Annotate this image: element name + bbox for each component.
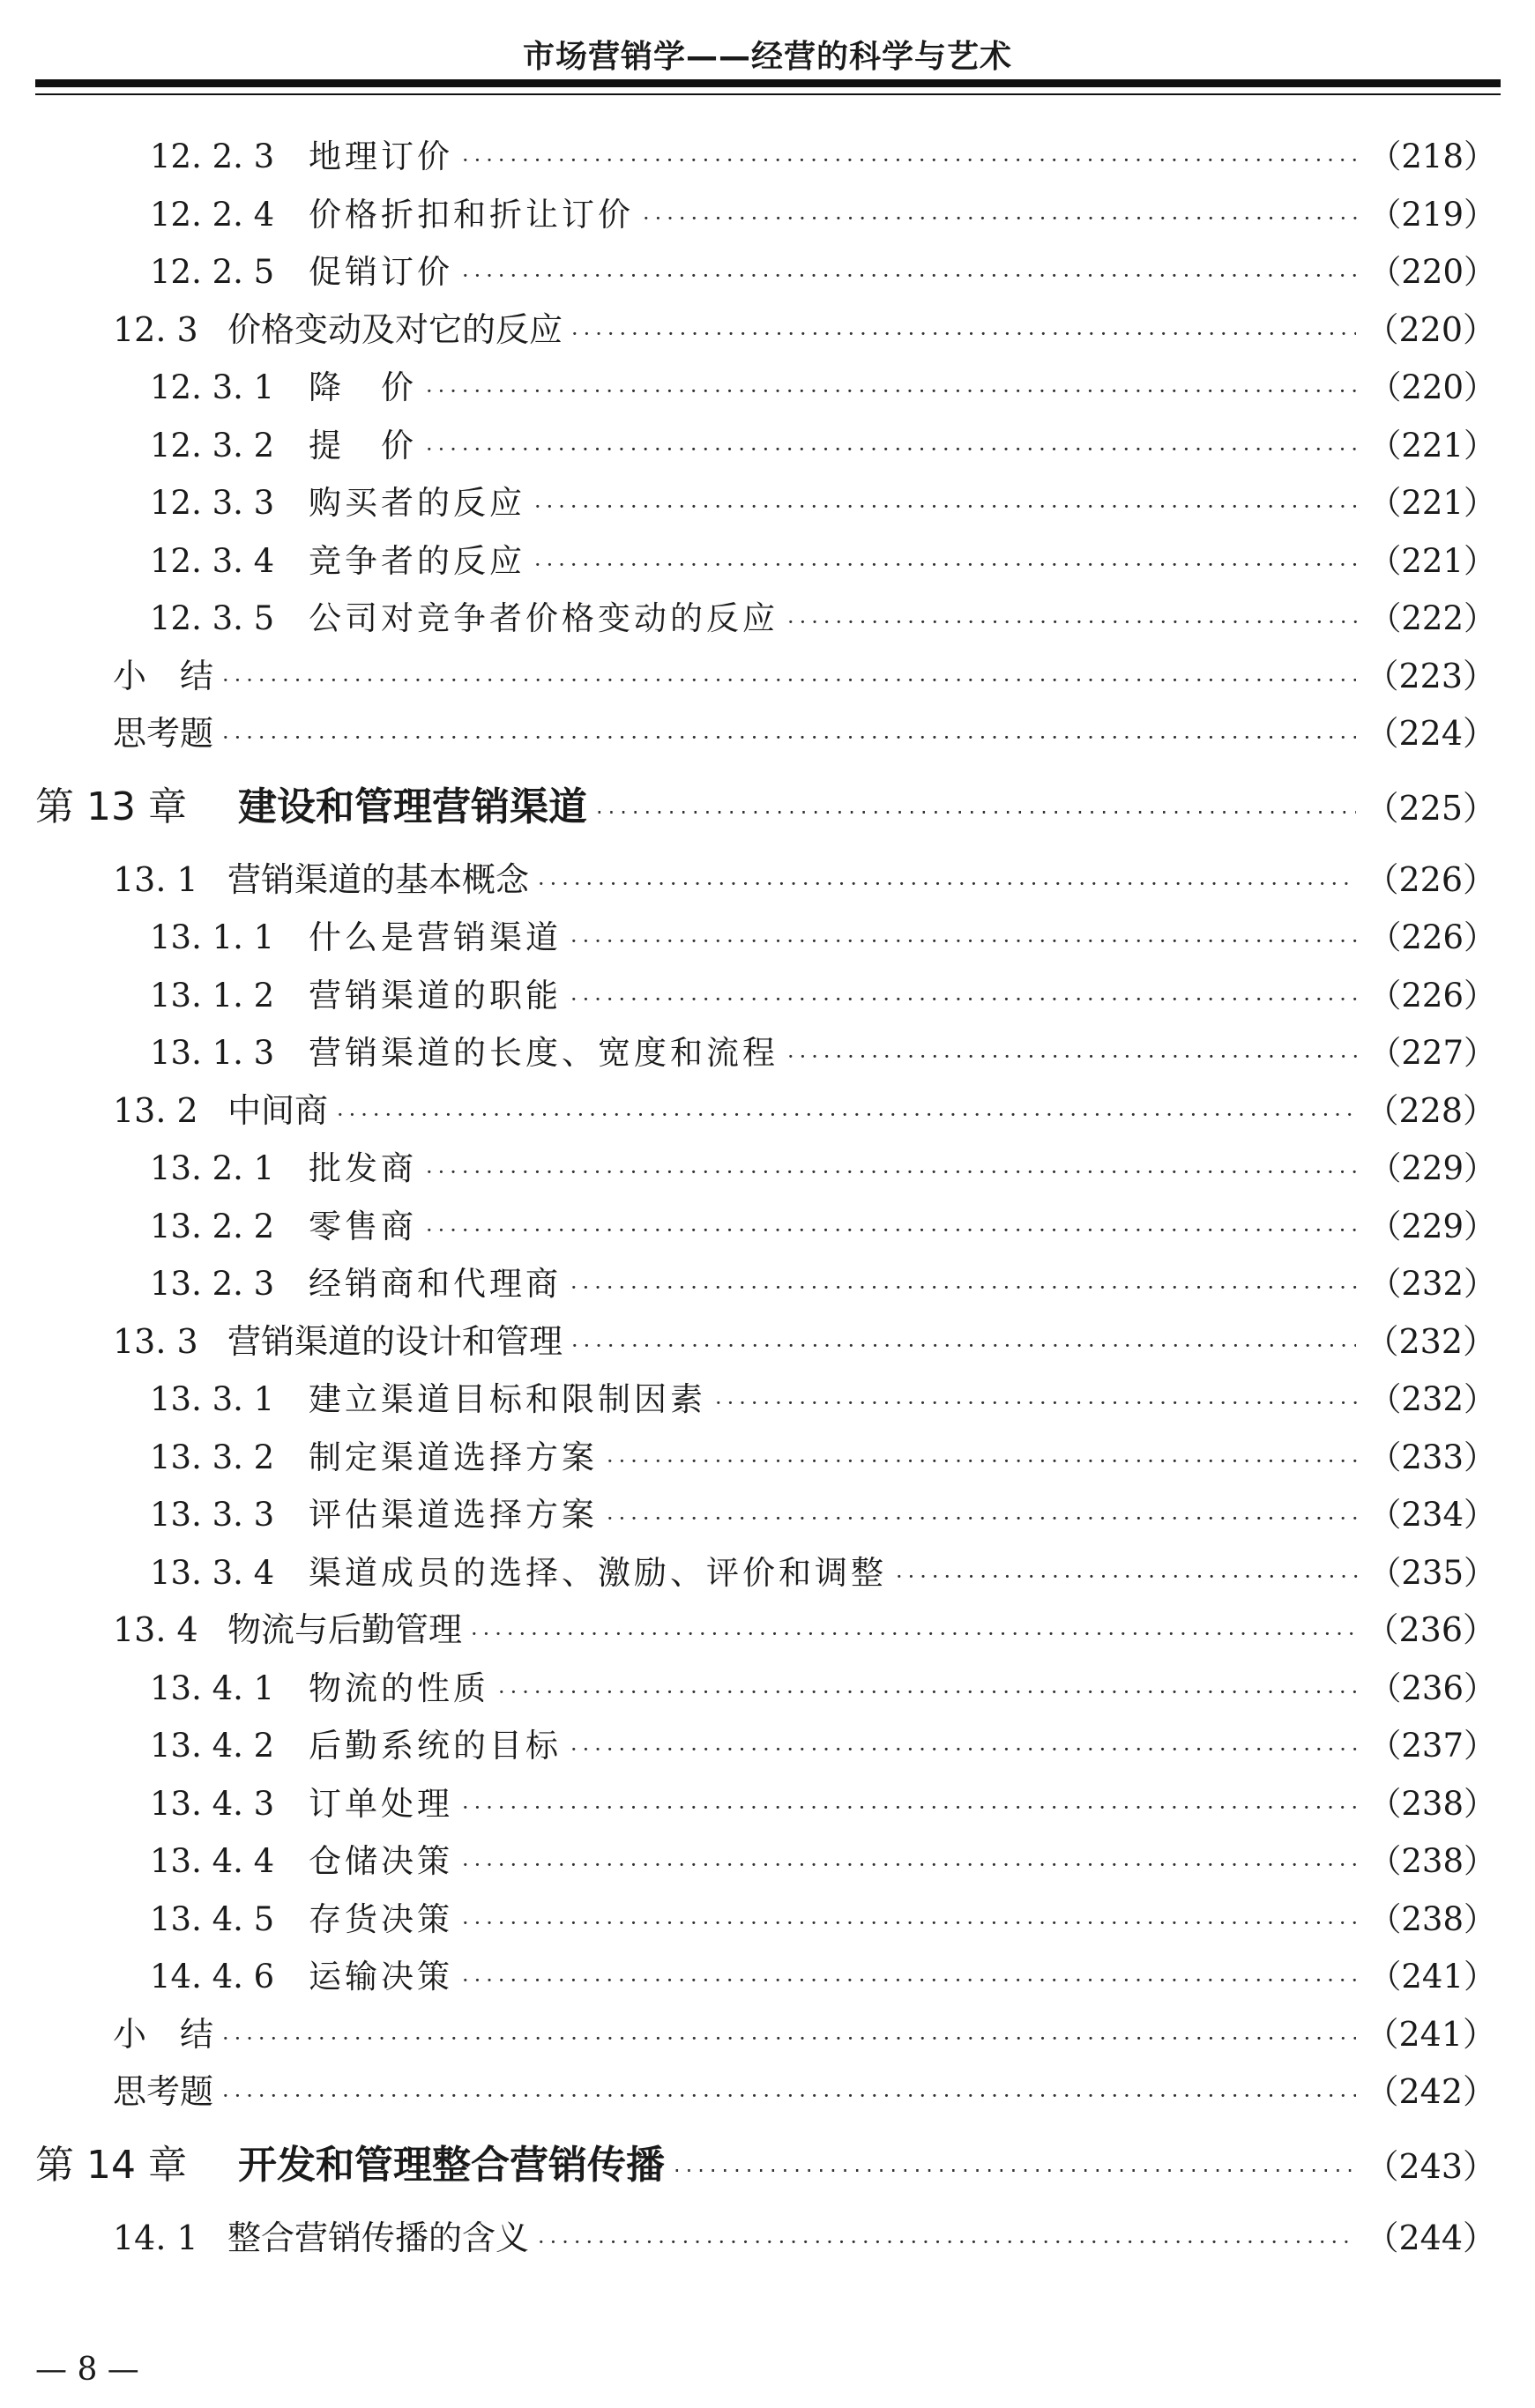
toc-entry-number: 13. 1 <box>113 859 198 899</box>
toc-entry-title: 批发商 <box>309 1149 417 1187</box>
dot-leader <box>787 594 1360 652</box>
toc-entry <box>0 359 1535 417</box>
toc-entry-page: （236） <box>1368 1669 1496 1707</box>
toc-entry-title: 什么是营销渠道 <box>309 918 562 956</box>
toc-entry-page: （223） <box>1365 656 1496 695</box>
dot-leader <box>426 1144 1360 1202</box>
toc-chapter-entry <box>0 763 1535 851</box>
toc-entry-title: 开发和管理整合营销传播 <box>238 2142 665 2188</box>
dot-leader <box>498 1664 1360 1722</box>
toc-entry-number: 13. 2. 2 <box>150 1207 275 1245</box>
toc-entry-page: （238） <box>1368 1899 1496 1938</box>
dot-leader <box>596 769 1356 857</box>
dot-leader <box>787 1029 1360 1087</box>
toc-entry-title: 评估渠道选择方案 <box>309 1496 598 1534</box>
toc-entry-page: （222） <box>1368 599 1496 637</box>
toc-entry-number: 13. 1. 2 <box>150 976 275 1014</box>
toc-entry-page: （234） <box>1368 1496 1496 1534</box>
toc-entry-page: （232） <box>1365 1321 1496 1361</box>
toc-entry-page: （238） <box>1368 1784 1496 1823</box>
toc-entry-number: 12. 3. 4 <box>150 541 275 580</box>
toc-entry-title: 中间商 <box>227 1090 329 1130</box>
toc-entry <box>0 1660 1535 1718</box>
toc-entry-title: 物流的性质 <box>309 1669 489 1707</box>
toc-entry-page: （238） <box>1368 1842 1496 1880</box>
toc-entry-number: 13. 4 <box>113 1610 198 1649</box>
toc-entry-title: 营销渠道的设计和管理 <box>227 1321 563 1361</box>
toc-entry <box>0 1429 1535 1487</box>
toc-entry-number: 13. 3. 4 <box>150 1553 275 1592</box>
toc-entry-number: 13. 2. 3 <box>150 1265 275 1303</box>
toc-entry-page: （237） <box>1368 1727 1496 1765</box>
toc-entry-title: 经销商和代理商 <box>309 1265 562 1303</box>
toc-entry <box>0 2210 1535 2268</box>
toc-entry-title: 物流与后勤管理 <box>227 1610 463 1649</box>
toc-entry <box>0 1486 1535 1544</box>
dot-leader <box>462 1837 1360 1895</box>
toc-entry-page: （228） <box>1365 1090 1496 1130</box>
toc-entry-page: （242） <box>1365 2072 1496 2111</box>
toc-entry <box>0 1313 1535 1371</box>
toc-entry-number: 13. 4. 3 <box>150 1784 275 1823</box>
dot-leader <box>222 2068 1356 2126</box>
toc-entry-title: 小 结 <box>113 656 214 695</box>
toc-entry-title: 公司对竞争者价格变动的反应 <box>309 599 779 637</box>
toc-entry <box>0 1602 1535 1660</box>
toc-entry-page: （243） <box>1365 2146 1496 2186</box>
toc-entry-title: 小 结 <box>113 2014 214 2054</box>
toc-entry <box>0 1198 1535 1256</box>
toc-entry-title: 整合营销传播的含义 <box>227 2218 530 2257</box>
toc-entry-title: 营销渠道的长度、宽度和流程 <box>309 1034 779 1072</box>
dot-leader <box>462 1952 1360 2010</box>
toc-entry <box>0 967 1535 1025</box>
toc-chapter-entry <box>0 2122 1535 2210</box>
dot-leader <box>222 710 1356 768</box>
toc-entry-page: （226） <box>1365 859 1496 899</box>
toc-entry-page: （221） <box>1368 541 1496 580</box>
toc-entry-title: 思考题 <box>113 714 214 753</box>
dot-leader <box>426 1202 1360 1260</box>
toc-entry-page: （218） <box>1368 137 1496 175</box>
table-of-contents <box>0 128 1535 2267</box>
toc-entry-number: 13. 1. 1 <box>150 918 275 956</box>
toc-entry-number: 13. 4. 2 <box>150 1727 275 1765</box>
toc-entry-page: （232） <box>1368 1265 1496 1303</box>
dot-leader <box>462 248 1360 306</box>
toc-entry-number: 12. 3 <box>113 309 198 349</box>
toc-entry-title: 建设和管理营销渠道 <box>238 784 587 829</box>
toc-entry-page: （241） <box>1365 2014 1496 2054</box>
dot-leader <box>462 1895 1360 1953</box>
toc-entry-page: （221） <box>1368 426 1496 465</box>
dot-leader <box>534 537 1360 595</box>
toc-entry-page: （235） <box>1368 1553 1496 1592</box>
toc-entry-page: （241） <box>1368 1958 1496 1996</box>
toc-entry <box>0 590 1535 648</box>
toc-entry-title: 营销渠道的职能 <box>309 976 562 1014</box>
running-header-title: 市场营销学——经营的科学与艺术 <box>522 39 1012 75</box>
dot-leader <box>643 190 1360 249</box>
toc-entry <box>0 1891 1535 1949</box>
toc-entry-title: 存货决策 <box>309 1899 453 1938</box>
toc-entry-page: （224） <box>1365 714 1496 753</box>
toc-entry-number: 12. 2. 4 <box>150 195 275 234</box>
toc-entry <box>0 301 1535 360</box>
dot-leader <box>715 1375 1360 1433</box>
toc-entry-title: 购买者的反应 <box>309 484 525 522</box>
toc-entry-title: 订单处理 <box>309 1784 453 1823</box>
toc-entry-title: 地理订价 <box>309 137 453 175</box>
toc-entry-title: 仓储决策 <box>309 1842 453 1880</box>
toc-entry-number: 12. 2. 5 <box>150 253 275 291</box>
dot-leader <box>570 913 1360 971</box>
toc-entry <box>0 128 1535 186</box>
toc-entry-page: （225） <box>1365 788 1496 828</box>
toc-entry <box>0 909 1535 967</box>
toc-entry-title: 促销订价 <box>309 253 453 291</box>
toc-entry-title: 后勤系统的目标 <box>309 1727 562 1765</box>
toc-entry-title: 渠道成员的选择、激励、评价和调整 <box>309 1553 887 1592</box>
dot-leader <box>426 421 1360 479</box>
toc-entry-page: （227） <box>1368 1034 1496 1072</box>
toc-entry-number: 13. 2. 1 <box>150 1149 275 1187</box>
toc-entry-page: （226） <box>1368 976 1496 1014</box>
dot-leader <box>534 479 1360 537</box>
dot-leader <box>570 1260 1360 1318</box>
toc-entry <box>0 532 1535 591</box>
toc-entry-number: 13. 4. 4 <box>150 1842 275 1880</box>
dot-leader <box>607 1433 1360 1491</box>
toc-entry-page: （244） <box>1365 2218 1496 2257</box>
toc-entry-title: 竞争者的反应 <box>309 541 525 580</box>
toc-entry <box>0 1832 1535 1891</box>
toc-entry <box>0 243 1535 301</box>
toc-entry-title: 建立渠道目标和限制因素 <box>309 1380 706 1418</box>
toc-entry <box>0 1775 1535 1833</box>
dot-leader <box>607 1490 1360 1549</box>
toc-entry-title: 运输决策 <box>309 1958 453 1996</box>
toc-entry-title: 零售商 <box>309 1207 417 1245</box>
toc-entry-number: 12. 3. 2 <box>150 426 275 465</box>
dot-leader <box>462 1780 1360 1838</box>
toc-entry <box>0 851 1535 910</box>
toc-entry-title: 价格折扣和折让订价 <box>309 195 634 234</box>
dot-leader <box>674 2127 1356 2215</box>
toc-entry-page: （220） <box>1368 368 1496 406</box>
toc-entry <box>0 2063 1535 2122</box>
toc-entry-page: （233） <box>1368 1438 1496 1476</box>
toc-entry-number: 13. 3. 3 <box>150 1496 275 1534</box>
toc-entry-number: 13. 1. 3 <box>150 1034 275 1072</box>
toc-entry <box>0 1371 1535 1429</box>
toc-entry-number: 13. 3. 1 <box>150 1380 275 1418</box>
dot-leader <box>570 1721 1360 1780</box>
toc-entry <box>0 648 1535 706</box>
toc-entry <box>0 417 1535 475</box>
toc-entry <box>0 186 1535 244</box>
toc-entry <box>0 1255 1535 1313</box>
toc-entry <box>0 1082 1535 1141</box>
toc-entry <box>0 1948 1535 2006</box>
toc-entry <box>0 1544 1535 1602</box>
toc-entry-number: 13. 3. 2 <box>150 1438 275 1476</box>
toc-entry-number: 12. 2. 3 <box>150 137 275 175</box>
toc-entry-number: 13. 4. 5 <box>150 1899 275 1938</box>
toc-entry-title: 营销渠道的基本概念 <box>227 859 530 899</box>
toc-entry <box>0 1140 1535 1198</box>
dot-leader <box>222 2010 1356 2069</box>
toc-entry-number: 13. 2 <box>113 1090 198 1130</box>
toc-entry-page: （219） <box>1368 195 1496 234</box>
dot-leader <box>426 363 1360 421</box>
toc-entry-page: （232） <box>1368 1380 1496 1418</box>
toc-entry-title: 思考题 <box>113 2072 214 2111</box>
header-rule-thick <box>35 79 1501 87</box>
toc-entry-page: （236） <box>1365 1610 1496 1649</box>
toc-entry <box>0 2006 1535 2064</box>
dot-leader <box>462 132 1360 190</box>
toc-entry-title: 价格变动及对它的反应 <box>227 309 563 349</box>
toc-entry-title: 降 价 <box>309 368 417 406</box>
dot-leader <box>222 652 1356 710</box>
toc-entry-page: （226） <box>1368 918 1496 956</box>
toc-entry-page: （221） <box>1368 484 1496 522</box>
toc-entry-number: 14. 4. 6 <box>150 1958 275 1996</box>
dot-leader <box>538 856 1356 914</box>
toc-entry-title: 制定渠道选择方案 <box>309 1438 598 1476</box>
dot-leader <box>570 971 1360 1029</box>
dot-leader <box>571 306 1356 364</box>
dot-leader <box>337 1087 1356 1145</box>
toc-entry-title: 提 价 <box>309 426 417 465</box>
toc-entry-number: 第 13 章 <box>35 784 187 829</box>
toc-entry-number: 第 14 章 <box>35 2142 187 2188</box>
dot-leader <box>471 1606 1356 1664</box>
toc-entry-number: 13. 3 <box>113 1321 198 1361</box>
toc-entry-page: （229） <box>1368 1149 1496 1187</box>
toc-entry-page: （220） <box>1368 253 1496 291</box>
toc-entry <box>0 474 1535 532</box>
dot-leader <box>538 2214 1356 2272</box>
toc-entry <box>0 1024 1535 1082</box>
toc-entry-number: 12. 3. 3 <box>150 484 275 522</box>
dot-leader <box>571 1318 1356 1376</box>
toc-entry-number: 12. 3. 5 <box>150 599 275 637</box>
dot-leader <box>896 1549 1360 1607</box>
toc-entry <box>0 705 1535 763</box>
toc-entry-page: （229） <box>1368 1207 1496 1245</box>
header-rule-thin <box>35 93 1501 95</box>
toc-entry-number: 14. 1 <box>113 2218 198 2257</box>
page-number: — 8 — <box>35 2352 139 2388</box>
toc-entry-number: 12. 3. 1 <box>150 368 275 406</box>
toc-entry-number: 13. 4. 1 <box>150 1669 275 1707</box>
toc-entry <box>0 1717 1535 1775</box>
toc-entry-page: （220） <box>1365 309 1496 349</box>
